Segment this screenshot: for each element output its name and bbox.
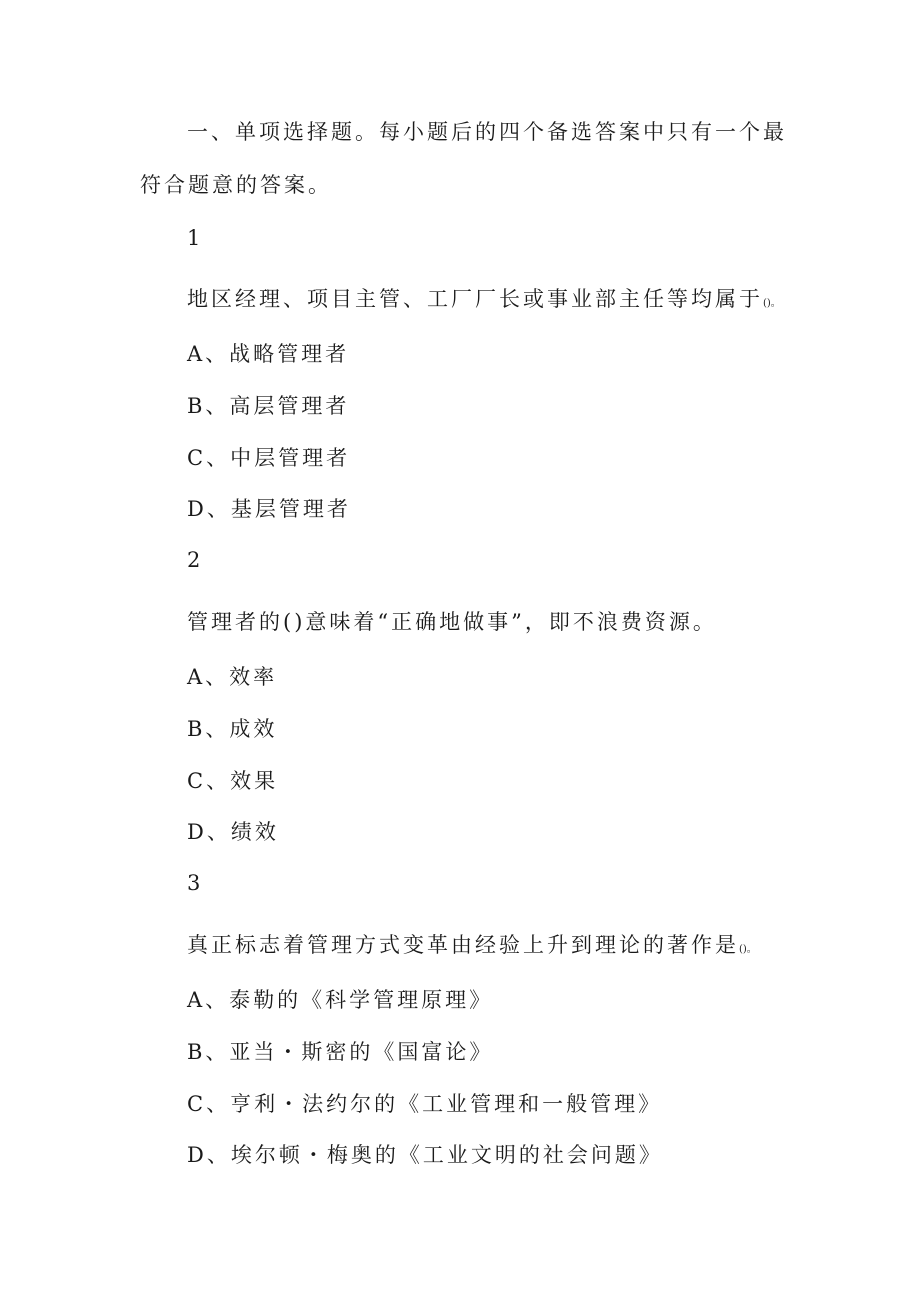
question-stem xyxy=(187,289,781,310)
answer-blank: ()。 xyxy=(739,944,757,955)
option-item: A、泰勒的《科学管理原理》 xyxy=(187,988,494,1012)
question-stem xyxy=(187,935,757,956)
question-number: 3 xyxy=(187,871,204,895)
option-item: C、中层管理者 xyxy=(187,446,351,470)
instruction-line-1: 一、单项选择题。每小题后的四个备选答案中只有一个最 xyxy=(187,120,787,144)
option-item: B、成效 xyxy=(187,717,278,741)
option-item: C、效果 xyxy=(187,769,279,793)
option-item: B、亚当・斯密的《国富论》 xyxy=(187,1040,494,1064)
instruction-line-2: 符合题意的答案。 xyxy=(140,173,332,197)
option-item: B、高层管理者 xyxy=(187,394,350,418)
option-item: A、效率 xyxy=(187,665,278,689)
option-item: D、基层管理者 xyxy=(187,497,351,521)
option-item: D、埃尔顿・梅奥的《工业文明的社会问题》 xyxy=(187,1143,663,1167)
option-item: C、亨利・法约尔的《工业管理和一般管理》 xyxy=(187,1092,663,1116)
option-item: A、战略管理者 xyxy=(187,342,350,366)
answer-blank: ()。 xyxy=(763,298,781,309)
question-stem: 管理者的()意味着“正确地做事”，即不浪费资源。 xyxy=(187,610,717,634)
question-stem-text: 地区经理、项目主管、工厂厂长或事业部主任等均属于 xyxy=(187,287,763,311)
question-number: 2 xyxy=(187,548,204,572)
option-item: D、绩效 xyxy=(187,820,279,844)
question-number: 1 xyxy=(187,226,204,250)
question-stem-text: 真正标志着管理方式变革由经验上升到理论的著作是 xyxy=(187,933,739,957)
